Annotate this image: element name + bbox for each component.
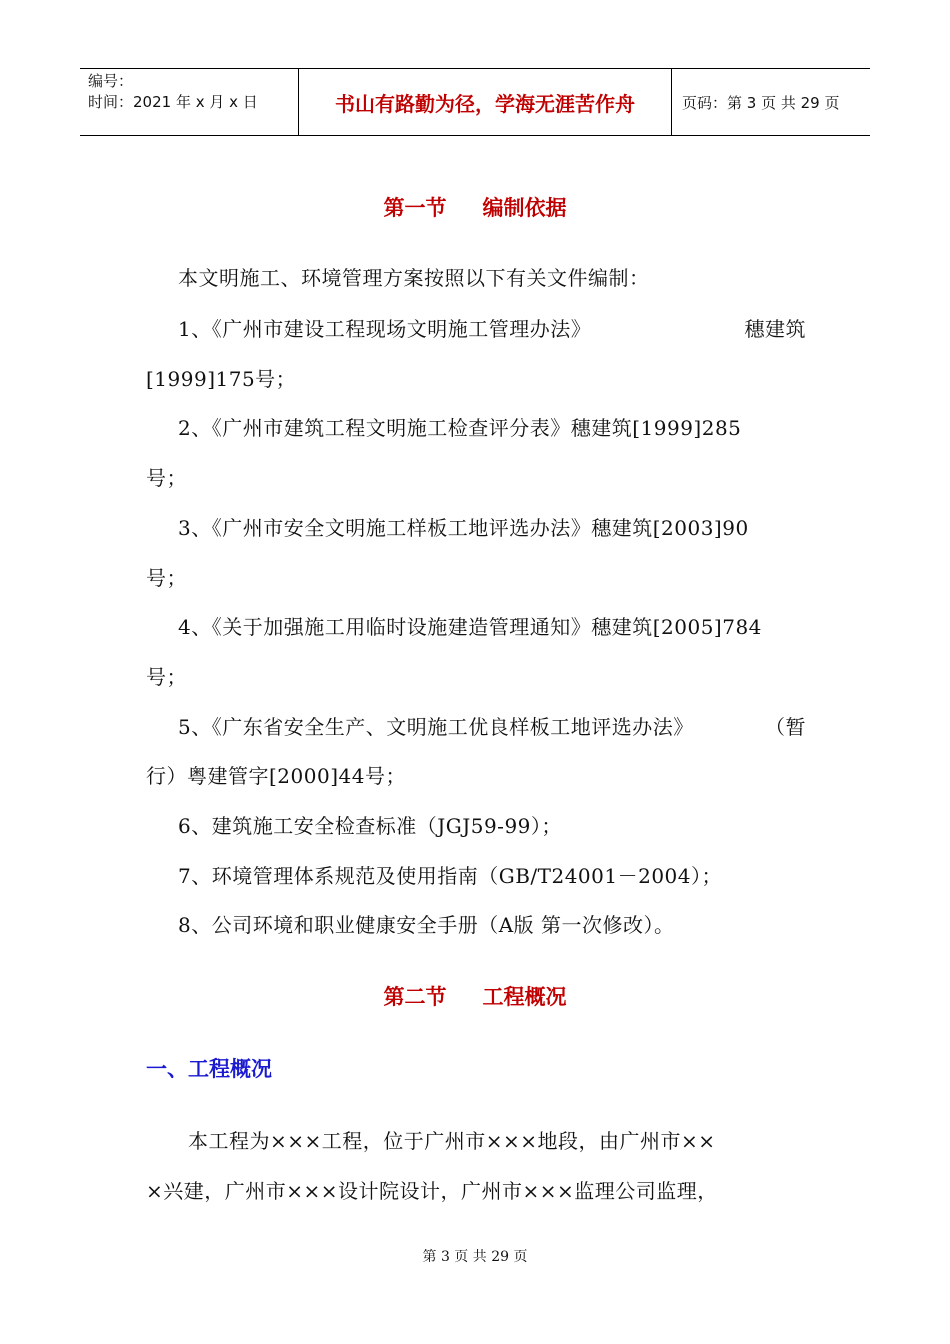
overview-line1: 本工程为×××工程，位于广州市×××地段，由广州市××: [188, 1129, 716, 1153]
item3-line2: 号；: [146, 566, 187, 590]
item1-line1: [178, 313, 806, 342]
item5-title: 5、《广东省安全生产、文明施工优良样板工地评选办法》: [178, 715, 694, 739]
item2-line1: 2、《广州市建筑工程文明施工检查评分表》穗建筑[1999]285: [178, 416, 742, 440]
item6: 6、建筑施工安全检查标准（JGJ59-99）；: [178, 814, 562, 838]
header-time: 时间：2021 年 x 月 x 日: [88, 93, 258, 111]
item3-line1: 3、《广州市安全文明施工样板工地评选办法》穗建筑[2003]90: [178, 516, 749, 540]
header-motto: 书山有路勤为径，学海无涯苦作舟: [299, 69, 672, 135]
section1-name: 编制依据: [482, 196, 567, 220]
item4-line2: 号；: [146, 665, 187, 689]
header-page-info: 页码：第 3 页 共 29 页: [682, 93, 840, 112]
section2-name: 工程概况: [482, 985, 567, 1009]
item5-note: （暂: [765, 715, 806, 739]
overview-line2: ×兴建，广州市×××设计院设计，广州市×××监理公司监理，: [146, 1179, 718, 1203]
section2-title: [0, 981, 950, 1011]
item8: 8、公司环境和职业健康安全手册（A版 第一次修改）。: [178, 913, 675, 937]
item4-line1: 4、《关于加强施工用临时设施建造管理通知》穗建筑[2005]784: [178, 615, 762, 639]
item5-line1: [178, 711, 806, 740]
item1-line2: [1999]175号；: [146, 367, 297, 391]
header-number: 编号：: [88, 72, 134, 90]
section1-intro: 本文明施工、环境管理方案按照以下有关文件编制：: [178, 266, 650, 290]
header-meta: [80, 69, 299, 135]
section1-number: 第一节: [383, 196, 447, 220]
page-footer: 第 3 页 共 29 页: [422, 1249, 528, 1265]
section2-subheading: 一、工程概况: [146, 1057, 272, 1081]
section2-number: 第二节: [383, 985, 447, 1009]
item2-line2: 号；: [146, 466, 187, 490]
section1-title: [0, 192, 950, 222]
item1-code: 穗建筑: [744, 317, 806, 341]
page-header: [80, 68, 870, 136]
item5-line2: 行）粤建管字[2000]44号；: [146, 764, 406, 788]
item7: 7、环境管理体系规范及使用指南（GB/T24001－2004）；: [178, 864, 722, 888]
item1-title: 1、《广州市建设工程现场文明施工管理办法》: [178, 317, 592, 341]
